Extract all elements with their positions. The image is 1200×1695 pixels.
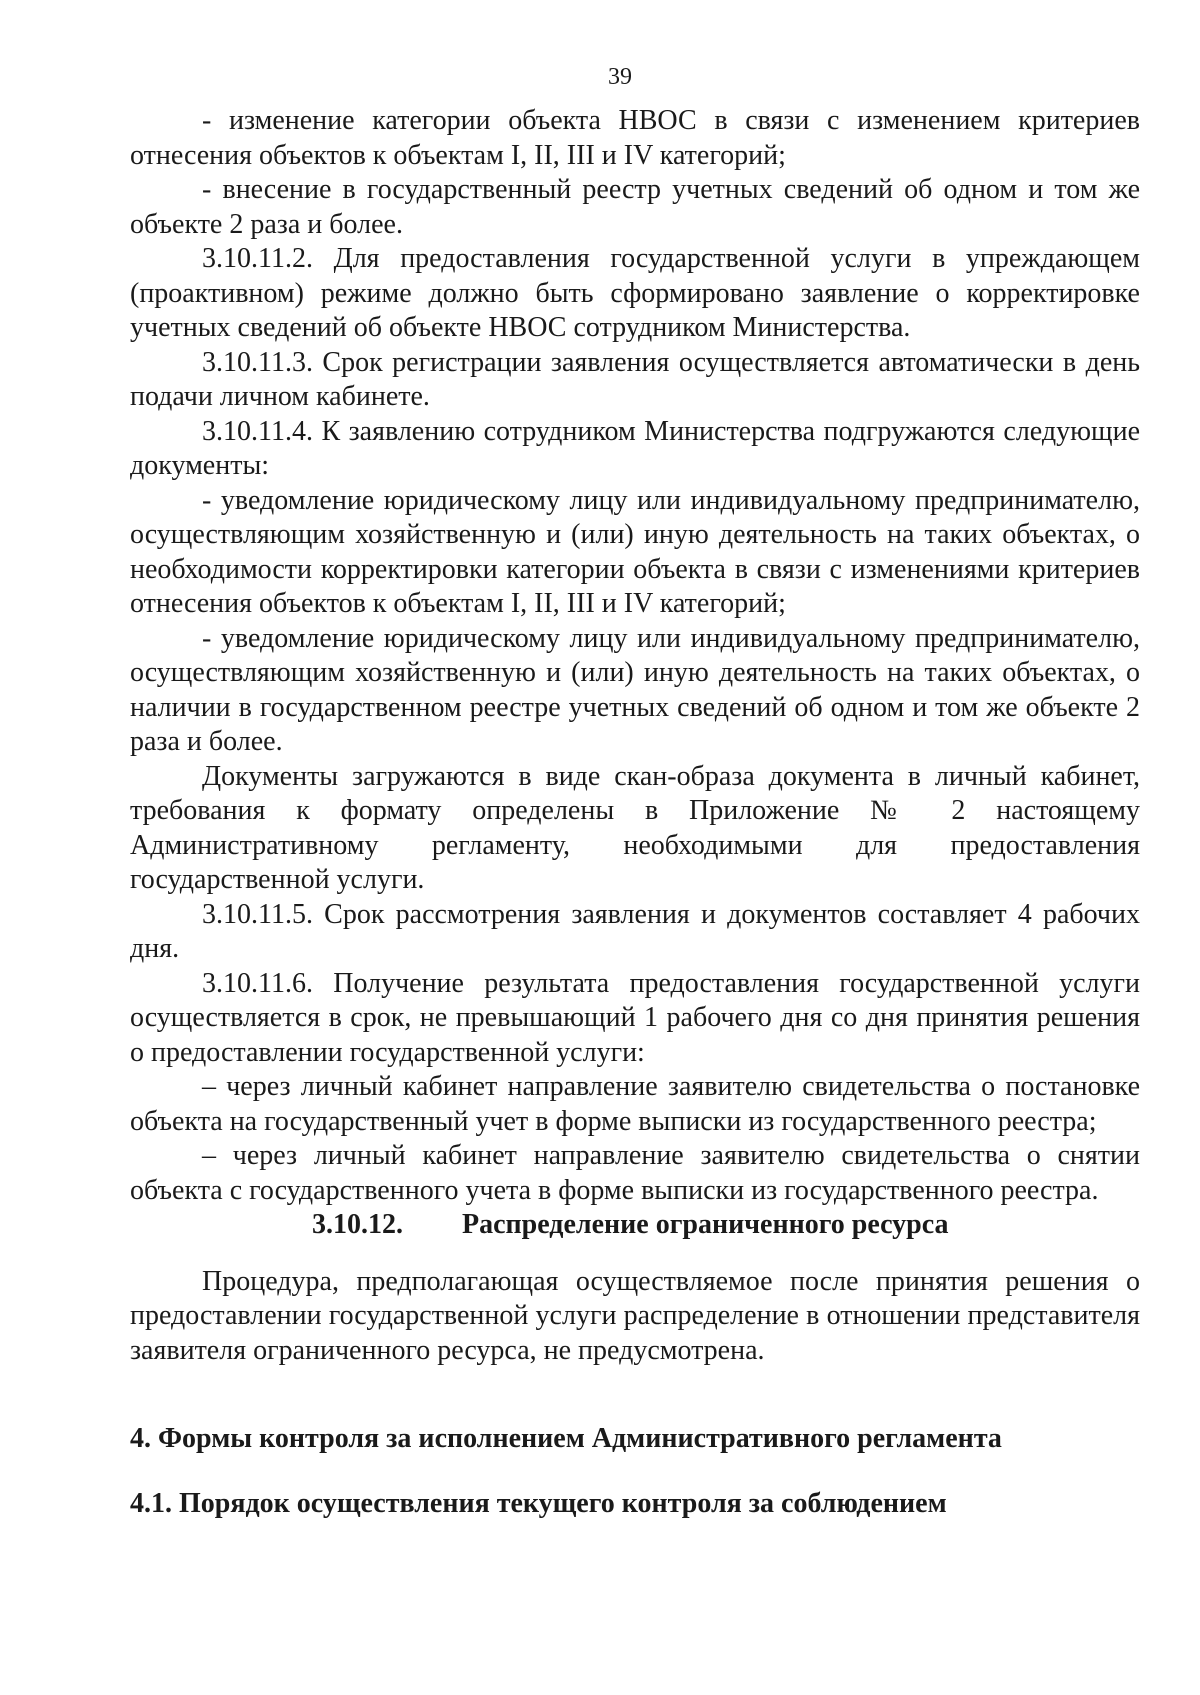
paragraph-documents-upload: Документы загружаются в виде скан-образа документа в личный кабинет, требования к формату определены в Приложение № 2 настоящему Административному регламенту, необходимыми для предоставления государственной услуги.	[130, 760, 1140, 895]
paragraph-limited-resource: Процедура, предполагающая осуществляемое после принятия решения о предоставлении государственной услуги распределение в отношении представителя заявителя ограниченного ресурса, не предусмотрена.	[130, 1265, 1140, 1366]
chapter-4-1-subtitle: 4.1. Порядок осуществления текущего контроля за соблюдением	[130, 1487, 947, 1519]
section-title: Распределение ограниченного ресурса	[462, 1209, 949, 1240]
paragraph-notice-category: - уведомление юридическому лицу или индивидуальному предпринимателю, осуществляющим хозяйственную и (или) иную деятельность на таких объектах, о необходимости корректировки категории объекта в связи с изменениями критериев отнесения объектов к объектам I, II, III и IV категорий;	[130, 484, 1140, 619]
page-content	[130, 104, 1140, 1521]
chapter-4-title: 4. Формы контроля за исполнением Административного регламента	[130, 1423, 1002, 1454]
paragraph-registration-certificate: – через личный кабинет направление заявителю свидетельства о постановке объекта на государственный учет в форме выписки из государственного реестра;	[130, 1071, 1140, 1137]
spacer	[130, 1243, 1140, 1265]
paragraph-duplicate-records: - внесение в государственный реестр учетных сведений об одном и том же объекте 2 раза и более.	[130, 174, 1140, 240]
paragraph-deregistration-certificate: – через личный кабинет направление заявителю свидетельства о снятии объекта с государственного учета в форме выписки из государственного реестра.	[130, 1140, 1140, 1206]
paragraph-3-10-11-5: 3.10.11.5. Срок рассмотрения заявления и документов составляет 4 рабочих дня.	[130, 898, 1140, 964]
paragraph-criteria-change: - изменение категории объекта НВОС в связи с изменением критериев отнесения объектов к объектам I, II, III и IV категорий;	[130, 105, 1140, 171]
paragraph-3-10-11-6: 3.10.11.6. Получение результата предоставления государственной услуги осуществляется в срок, не превышающий 1 рабочего дня со дня принятия решения о предоставлении государственной услуги:	[130, 967, 1140, 1068]
paragraph-3-10-11-4: 3.10.11.4. К заявлению сотрудником Министерства подгружаются следующие документы:	[130, 415, 1140, 481]
paragraph-3-10-11-3: 3.10.11.3. Срок регистрации заявления осуществляется автоматически в день подачи личном кабинете.	[130, 346, 1140, 412]
spacer	[130, 1457, 1140, 1487]
section-number: 3.10.12.	[312, 1209, 403, 1240]
paragraph-3-10-11-2: 3.10.11.2. Для предоставления государственной услуги в упреждающем (проактивном) режиме должно быть сформировано заявление о корректировке учетных сведений об объекте НВОС сотрудником Министерства.	[130, 243, 1140, 343]
paragraph-notice-duplicate: - уведомление юридическому лицу или индивидуальному предпринимателю, осуществляющим хозяйственную и (или) иную деятельность на таких объектах, о наличии в государственном реестре учетных сведений об одном и том же объекте 2 раза и более.	[130, 622, 1140, 757]
page-number: 39	[608, 64, 632, 90]
spacer	[130, 1368, 1140, 1422]
section-heading-3-10-12	[130, 1208, 1140, 1243]
